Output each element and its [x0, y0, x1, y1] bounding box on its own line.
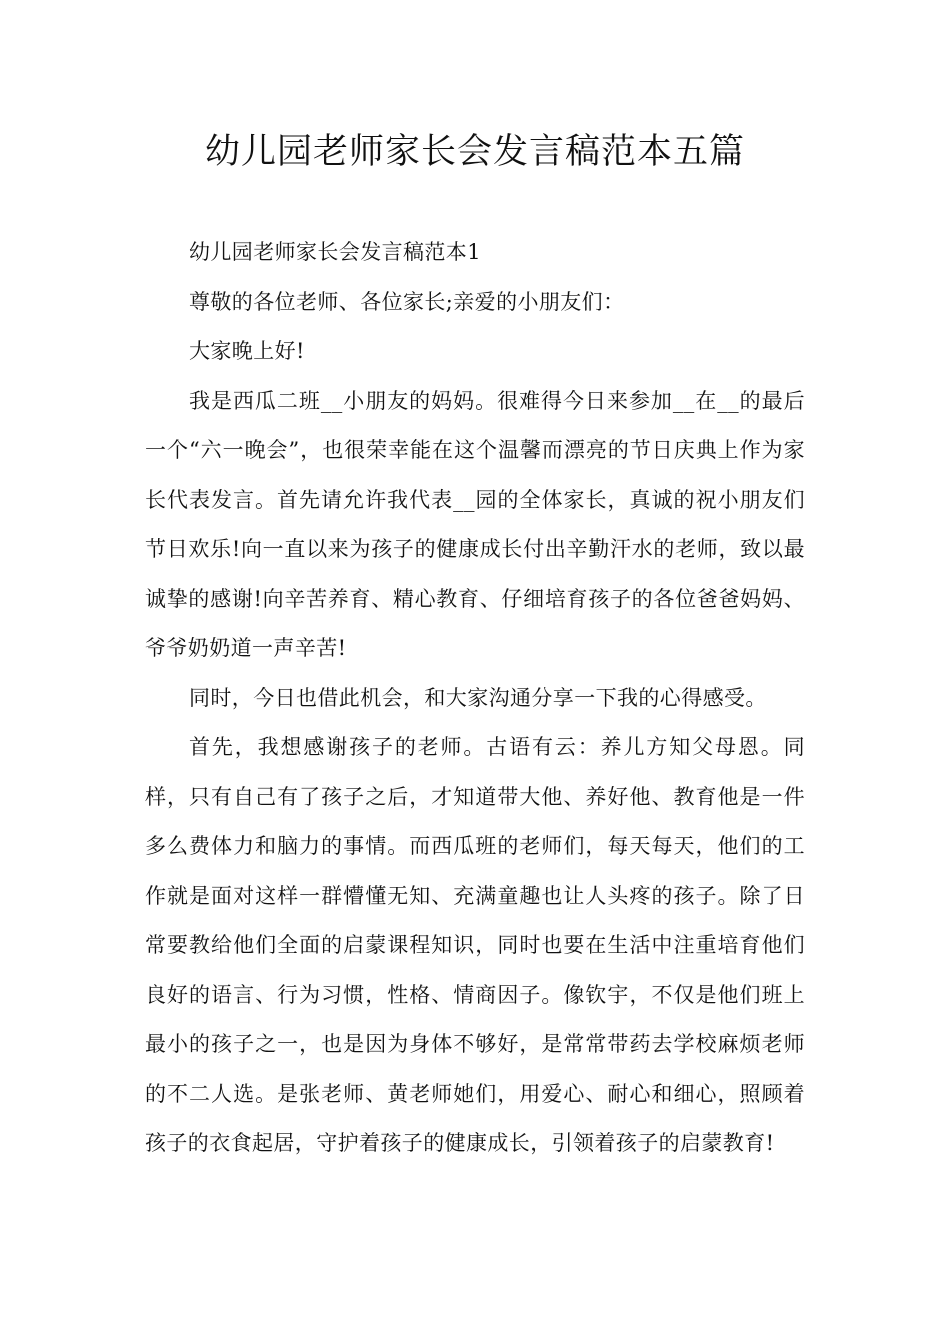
salutation-paragraph: 大家晚上好! [189, 339, 305, 363]
greeting-paragraph: 尊敬的各位老师、各位家长;亲爱的小朋友们： [189, 289, 625, 314]
body-paragraph: 同时，今日也借此机会，和大家沟通分享一下我的心得感受。 [189, 685, 767, 710]
body-paragraph: 首先，我想感谢孩子的老师。古语有云：养儿方知父母恩。同样，只有自己有了孩子之后，才知道带大他、养好他、教育他是一件多么费体力和脑力的事情。而西瓜班的老师们，每天每天，他们的工作就是面对这样一群懵懂无知、充满童趣也让人头疼的孩子。除了日常要教给他们全面的启蒙课程知识，同时也要在生活中注重培育他们良好的语言、行为习惯，性格、情商因子。像钦宇，不仅是他们班上最小的孩子之一，也是因为身体不够好，是常常带药去学校麻烦老师的不二人选。是张老师、黄老师她们，用爱心、耐心和细心，照顾着孩子的衣食起居，守护着孩子的健康成长，引领着孩子的启蒙教育! [145, 735, 805, 1155]
document-title: 幼儿园老师家长会发言稿范本五篇 [204, 132, 745, 172]
subtitle-paragraph: 幼儿园老师家长会发言稿范本1 [189, 240, 481, 264]
body-paragraph: 我是西瓜二班__小朋友的妈妈。很难得今日来参加__在__的最后一个“六一晚会”，也很荣幸能在这个温馨而漂亮的节日庆典上作为家长代表发言。首先请允许我代表__园的全体家长，真诚的祝小朋友们节日欢乐!向一直以来为孩子的健康成长付出辛勤汗水的老师，致以最诚挚的感谢!向辛苦养育、精心教育、仔细培育孩子的各位爸爸妈妈、爷爷奶奶道一声辛苦! [145, 388, 805, 660]
document-body [145, 228, 805, 1169]
